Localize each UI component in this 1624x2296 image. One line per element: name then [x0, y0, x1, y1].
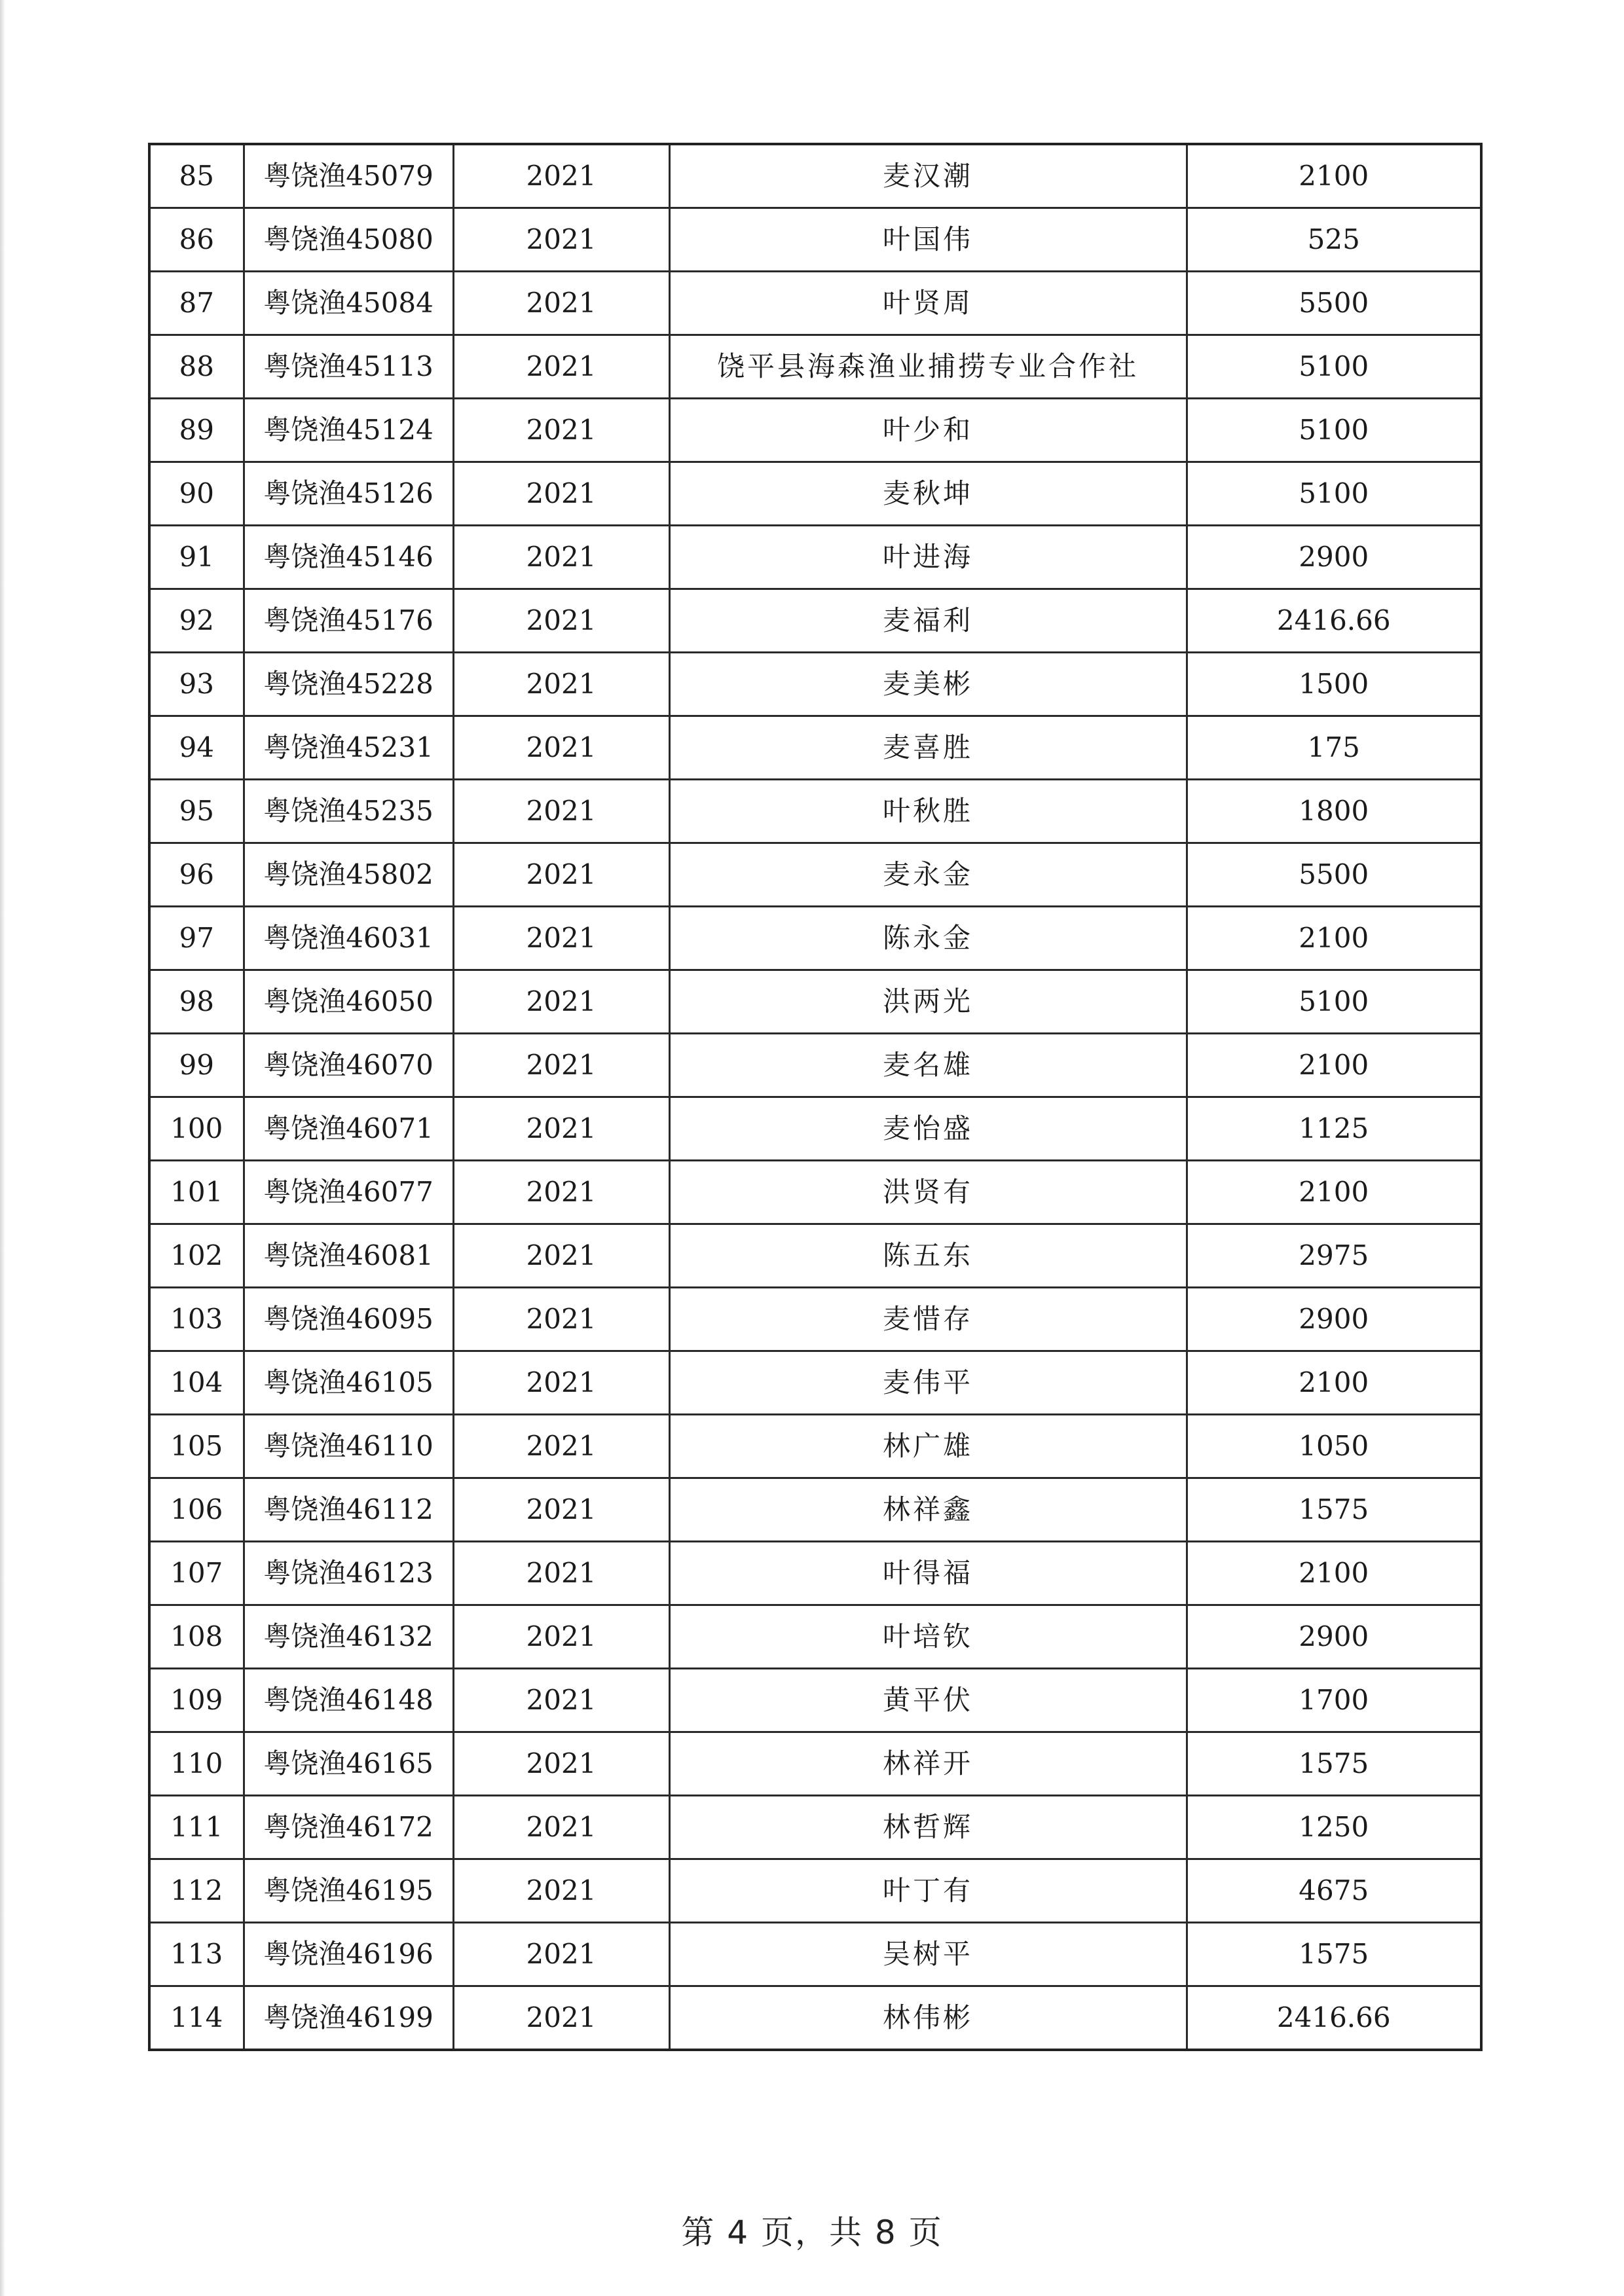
table-row	[149, 272, 1481, 335]
boat-number-cell: 粤饶渔45802	[244, 843, 453, 907]
owner-name-cell: 叶得福	[669, 1542, 1187, 1605]
boat-number-cell: 粤饶渔46050	[244, 970, 453, 1034]
owner-name-cell: 麦伟平	[669, 1351, 1187, 1415]
boat-number-cell: 粤饶渔46105	[244, 1351, 453, 1415]
owner-name-cell: 叶贤周	[669, 272, 1187, 335]
owner-name-cell: 麦怡盛	[669, 1097, 1187, 1161]
year-cell: 2021	[453, 1288, 669, 1351]
amount-cell: 1250	[1187, 1796, 1481, 1859]
owner-name-cell: 叶培钦	[669, 1605, 1187, 1669]
owner-name-cell: 林祥鑫	[669, 1478, 1187, 1542]
boat-number-cell: 粤饶渔45113	[244, 335, 453, 399]
year-cell: 2021	[453, 716, 669, 780]
amount-cell: 2900	[1187, 526, 1481, 589]
year-cell: 2021	[453, 462, 669, 526]
table-row	[149, 1351, 1481, 1415]
row-index-cell: 102	[149, 1224, 244, 1288]
boat-number-cell: 粤饶渔46123	[244, 1542, 453, 1605]
year-cell: 2021	[453, 335, 669, 399]
boat-number-cell: 粤饶渔46199	[244, 1986, 453, 2050]
amount-cell: 2100	[1187, 144, 1481, 208]
page-number: 第 4 页，共 8 页	[681, 2214, 943, 2251]
table-row	[149, 208, 1481, 272]
row-index-cell: 103	[149, 1288, 244, 1351]
boat-number-cell: 粤饶渔46095	[244, 1288, 453, 1351]
table-row	[149, 1605, 1481, 1669]
owner-name-cell: 黄平伏	[669, 1669, 1187, 1732]
amount-cell: 5100	[1187, 335, 1481, 399]
amount-cell: 1800	[1187, 780, 1481, 843]
owner-name-cell: 林哲辉	[669, 1796, 1187, 1859]
row-index-cell: 99	[149, 1034, 244, 1097]
year-cell: 2021	[453, 1478, 669, 1542]
owner-name-cell: 叶进海	[669, 526, 1187, 589]
owner-name-cell: 叶国伟	[669, 208, 1187, 272]
row-index-cell: 94	[149, 716, 244, 780]
year-cell: 2021	[453, 144, 669, 208]
roster-body	[149, 144, 1481, 2050]
owner-name-cell: 林广雄	[669, 1415, 1187, 1478]
scan-edge-shadow	[0, 0, 5, 2296]
year-cell: 2021	[453, 843, 669, 907]
owner-name-cell: 麦美彬	[669, 653, 1187, 716]
row-index-cell: 100	[149, 1097, 244, 1161]
table-row	[149, 1986, 1481, 2050]
table-row	[149, 1288, 1481, 1351]
owner-name-cell: 叶丁有	[669, 1859, 1187, 1923]
boat-number-cell: 粤饶渔46077	[244, 1161, 453, 1224]
owner-name-cell: 林伟彬	[669, 1986, 1187, 2050]
amount-cell: 5100	[1187, 970, 1481, 1034]
owner-name-cell: 陈五东	[669, 1224, 1187, 1288]
row-index-cell: 90	[149, 462, 244, 526]
table-row	[149, 1669, 1481, 1732]
row-index-cell: 98	[149, 970, 244, 1034]
boat-number-cell: 粤饶渔45146	[244, 526, 453, 589]
owner-name-cell: 麦永金	[669, 843, 1187, 907]
amount-cell: 1575	[1187, 1478, 1481, 1542]
year-cell: 2021	[453, 1986, 669, 2050]
row-index-cell: 107	[149, 1542, 244, 1605]
owner-name-cell: 麦秋坤	[669, 462, 1187, 526]
amount-cell: 1125	[1187, 1097, 1481, 1161]
boat-number-cell: 粤饶渔46172	[244, 1796, 453, 1859]
row-index-cell: 111	[149, 1796, 244, 1859]
amount-cell: 2100	[1187, 1161, 1481, 1224]
year-cell: 2021	[453, 1224, 669, 1288]
year-cell: 2021	[453, 589, 669, 653]
year-cell: 2021	[453, 272, 669, 335]
table-row	[149, 1732, 1481, 1796]
table-row	[149, 843, 1481, 907]
subsidy-roster-table	[148, 143, 1483, 2051]
boat-number-cell: 粤饶渔46195	[244, 1859, 453, 1923]
amount-cell: 1575	[1187, 1923, 1481, 1986]
amount-cell: 2100	[1187, 907, 1481, 970]
year-cell: 2021	[453, 1859, 669, 1923]
table-row	[149, 1161, 1481, 1224]
boat-number-cell: 粤饶渔45124	[244, 399, 453, 462]
year-cell: 2021	[453, 1923, 669, 1986]
row-index-cell: 114	[149, 1986, 244, 2050]
year-cell: 2021	[453, 780, 669, 843]
owner-name-cell: 陈永金	[669, 907, 1187, 970]
table-row	[149, 399, 1481, 462]
amount-cell: 5100	[1187, 399, 1481, 462]
boat-number-cell: 粤饶渔46165	[244, 1732, 453, 1796]
boat-number-cell: 粤饶渔45080	[244, 208, 453, 272]
boat-number-cell: 粤饶渔45084	[244, 272, 453, 335]
boat-number-cell: 粤饶渔46071	[244, 1097, 453, 1161]
year-cell: 2021	[453, 208, 669, 272]
row-index-cell: 93	[149, 653, 244, 716]
row-index-cell: 91	[149, 526, 244, 589]
year-cell: 2021	[453, 1669, 669, 1732]
amount-cell: 2416.66	[1187, 589, 1481, 653]
table-row	[149, 1097, 1481, 1161]
owner-name-cell: 麦惜存	[669, 1288, 1187, 1351]
amount-cell: 1700	[1187, 1669, 1481, 1732]
boat-number-cell: 粤饶渔45235	[244, 780, 453, 843]
amount-cell: 1500	[1187, 653, 1481, 716]
year-cell: 2021	[453, 1351, 669, 1415]
amount-cell: 2100	[1187, 1351, 1481, 1415]
row-index-cell: 85	[149, 144, 244, 208]
boat-number-cell: 粤饶渔46081	[244, 1224, 453, 1288]
table-row	[149, 907, 1481, 970]
amount-cell: 2416.66	[1187, 1986, 1481, 2050]
table-row	[149, 462, 1481, 526]
row-index-cell: 89	[149, 399, 244, 462]
table-row	[149, 1859, 1481, 1923]
boat-number-cell: 粤饶渔46112	[244, 1478, 453, 1542]
row-index-cell: 105	[149, 1415, 244, 1478]
row-index-cell: 106	[149, 1478, 244, 1542]
owner-name-cell: 饶平县海森渔业捕捞专业合作社	[669, 335, 1187, 399]
year-cell: 2021	[453, 653, 669, 716]
amount-cell: 5500	[1187, 272, 1481, 335]
amount-cell: 5100	[1187, 462, 1481, 526]
table-row	[149, 1923, 1481, 1986]
row-index-cell: 109	[149, 1669, 244, 1732]
amount-cell: 4675	[1187, 1859, 1481, 1923]
boat-number-cell: 粤饶渔46070	[244, 1034, 453, 1097]
row-index-cell: 87	[149, 272, 244, 335]
boat-number-cell: 粤饶渔45231	[244, 716, 453, 780]
table-row	[149, 780, 1481, 843]
owner-name-cell: 麦福利	[669, 589, 1187, 653]
year-cell: 2021	[453, 1415, 669, 1478]
table-row	[149, 653, 1481, 716]
row-index-cell: 101	[149, 1161, 244, 1224]
amount-cell: 2100	[1187, 1542, 1481, 1605]
boat-number-cell: 粤饶渔46132	[244, 1605, 453, 1669]
owner-name-cell: 麦汉潮	[669, 144, 1187, 208]
year-cell: 2021	[453, 526, 669, 589]
year-cell: 2021	[453, 1097, 669, 1161]
row-index-cell: 95	[149, 780, 244, 843]
year-cell: 2021	[453, 1034, 669, 1097]
boat-number-cell: 粤饶渔46148	[244, 1669, 453, 1732]
boat-number-cell: 粤饶渔45176	[244, 589, 453, 653]
year-cell: 2021	[453, 1542, 669, 1605]
boat-number-cell: 粤饶渔46196	[244, 1923, 453, 1986]
amount-cell: 175	[1187, 716, 1481, 780]
row-index-cell: 96	[149, 843, 244, 907]
table-row	[149, 1034, 1481, 1097]
year-cell: 2021	[453, 1161, 669, 1224]
year-cell: 2021	[453, 1605, 669, 1669]
row-index-cell: 88	[149, 335, 244, 399]
boat-number-cell: 粤饶渔45228	[244, 653, 453, 716]
owner-name-cell: 洪两光	[669, 970, 1187, 1034]
table-row	[149, 589, 1481, 653]
amount-cell: 2100	[1187, 1034, 1481, 1097]
year-cell: 2021	[453, 1732, 669, 1796]
owner-name-cell: 林祥开	[669, 1732, 1187, 1796]
row-index-cell: 97	[149, 907, 244, 970]
amount-cell: 2900	[1187, 1288, 1481, 1351]
owner-name-cell: 洪贤有	[669, 1161, 1187, 1224]
owner-name-cell: 吴树平	[669, 1923, 1187, 1986]
boat-number-cell: 粤饶渔45079	[244, 144, 453, 208]
amount-cell: 2975	[1187, 1224, 1481, 1288]
table-row	[149, 1415, 1481, 1478]
table-row	[149, 1542, 1481, 1605]
amount-cell: 525	[1187, 208, 1481, 272]
boat-number-cell: 粤饶渔46110	[244, 1415, 453, 1478]
amount-cell: 1050	[1187, 1415, 1481, 1478]
year-cell: 2021	[453, 907, 669, 970]
owner-name-cell: 叶少和	[669, 399, 1187, 462]
row-index-cell: 104	[149, 1351, 244, 1415]
table-row	[149, 1796, 1481, 1859]
table-row	[149, 335, 1481, 399]
row-index-cell: 113	[149, 1923, 244, 1986]
table-row	[149, 1478, 1481, 1542]
owner-name-cell: 麦名雄	[669, 1034, 1187, 1097]
row-index-cell: 86	[149, 208, 244, 272]
table-row	[149, 970, 1481, 1034]
boat-number-cell: 粤饶渔45126	[244, 462, 453, 526]
year-cell: 2021	[453, 1796, 669, 1859]
year-cell: 2021	[453, 970, 669, 1034]
boat-number-cell: 粤饶渔46031	[244, 907, 453, 970]
amount-cell: 1575	[1187, 1732, 1481, 1796]
table-row	[149, 144, 1481, 208]
row-index-cell: 112	[149, 1859, 244, 1923]
table-row	[149, 1224, 1481, 1288]
owner-name-cell: 麦喜胜	[669, 716, 1187, 780]
owner-name-cell: 叶秋胜	[669, 780, 1187, 843]
row-index-cell: 110	[149, 1732, 244, 1796]
table-row	[149, 716, 1481, 780]
row-index-cell: 108	[149, 1605, 244, 1669]
table-row	[149, 526, 1481, 589]
amount-cell: 5500	[1187, 843, 1481, 907]
year-cell: 2021	[453, 399, 669, 462]
row-index-cell: 92	[149, 589, 244, 653]
amount-cell: 2900	[1187, 1605, 1481, 1669]
